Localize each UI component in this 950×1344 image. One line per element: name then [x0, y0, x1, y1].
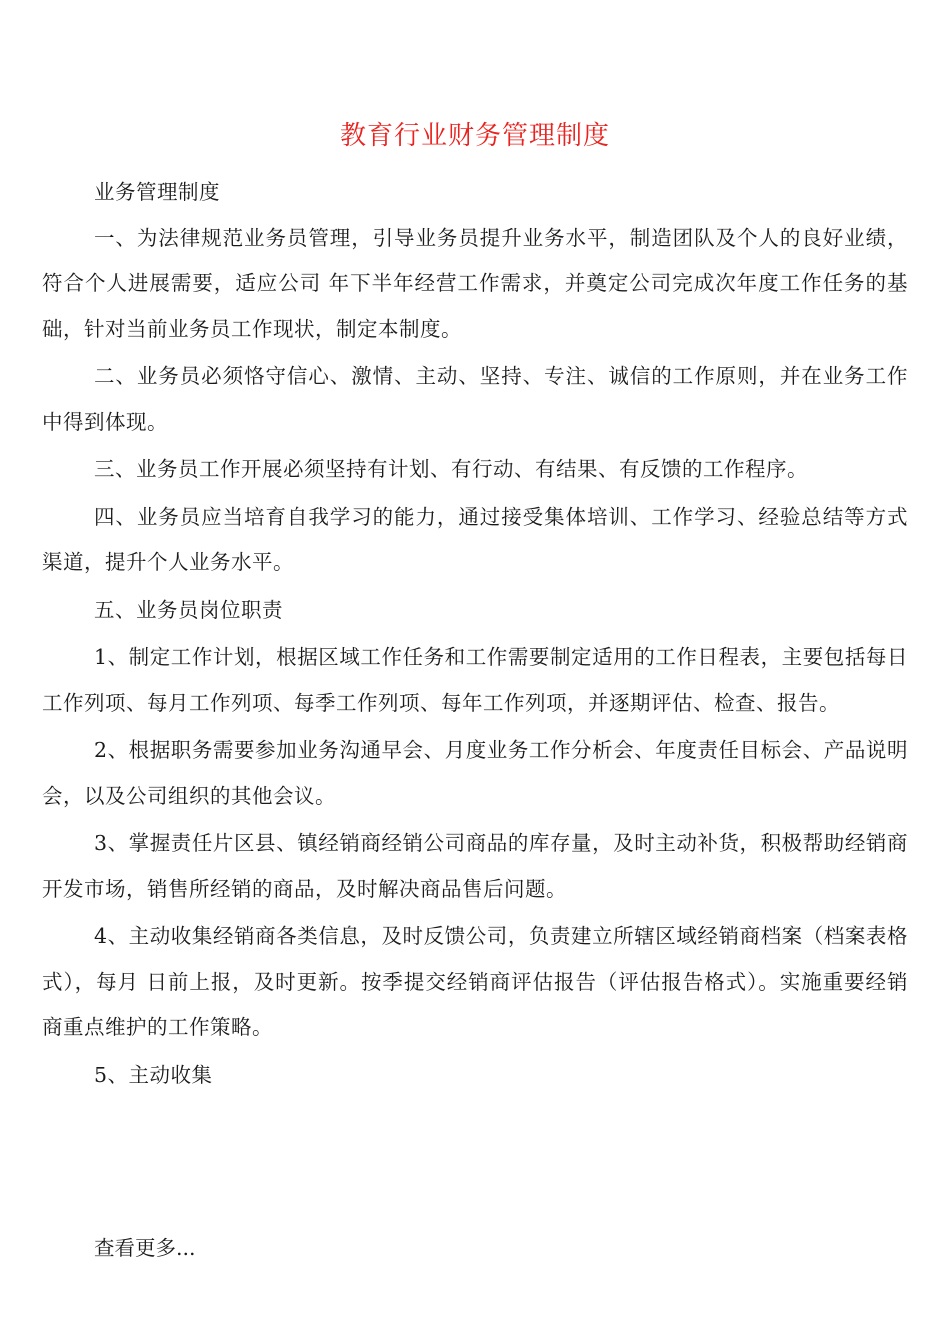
document-title: 教育行业财务管理制度 [339, 121, 610, 151]
paragraph-duty-4: 4、主动收集经销商各类信息，及时反馈公司，负责建立所辖区域经销商档案（档案表格式），每月 日前上报，及时更新。按季提交经销商评估报告（评估报告格式）。实施重要经销商重点维护的工作策略。 [42, 924, 908, 1039]
paragraph-2: 二、业务员必须恪守信心、激情、主动、坚持、专注、诚信的工作原则，并在业务工作中得到体现。 [42, 364, 908, 434]
view-more-link[interactable]: 查看更多... [94, 1236, 196, 1260]
paragraph-duty-2: 2、根据职务需要参加业务沟通早会、月度业务工作分析会、年度责任目标会、产品说明会，以及公司组织的其他会议。 [42, 738, 908, 808]
paragraph-heading: 业务管理制度 [94, 180, 220, 204]
paragraph-duty-5: 5、主动收集 [94, 1062, 213, 1087]
document-body [42, 170, 908, 1098]
paragraph-4: 四、业务员应当培育自我学习的能力，通过接受集体培训、工作学习、经验总结等方式渠道，提升个人业务水平。 [42, 504, 908, 574]
paragraph-duty-3: 3、掌握责任片区县、镇经销商经销公司商品的库存量，及时主动补货，积极帮助经销商开发市场，销售所经销的商品，及时解决商品售后问题。 [42, 831, 908, 901]
paragraph-1: 一、为法律规范业务员管理，引导业务员提升业务水平，制造团队及个人的良好业绩，符合个人进展需要，适应公司 年下半年经营工作需求，并奠定公司完成次年度工作任务的基础，针对当前业务员工作现状，制定本制度。 [42, 225, 908, 341]
paragraph-5: 五、业务员岗位职责 [94, 597, 283, 622]
paragraph-3: 三、业务员工作开展必须坚持有计划、有行动、有结果、有反馈的工作程序。 [94, 457, 808, 481]
paragraph-duty-1: 1、制定工作计划，根据区域工作任务和工作需要制定适用的工作日程表，主要包括每日工作列项、每月工作列项、每季工作列项、每年工作列项，并逐期评估、检查、报告。 [42, 645, 908, 715]
